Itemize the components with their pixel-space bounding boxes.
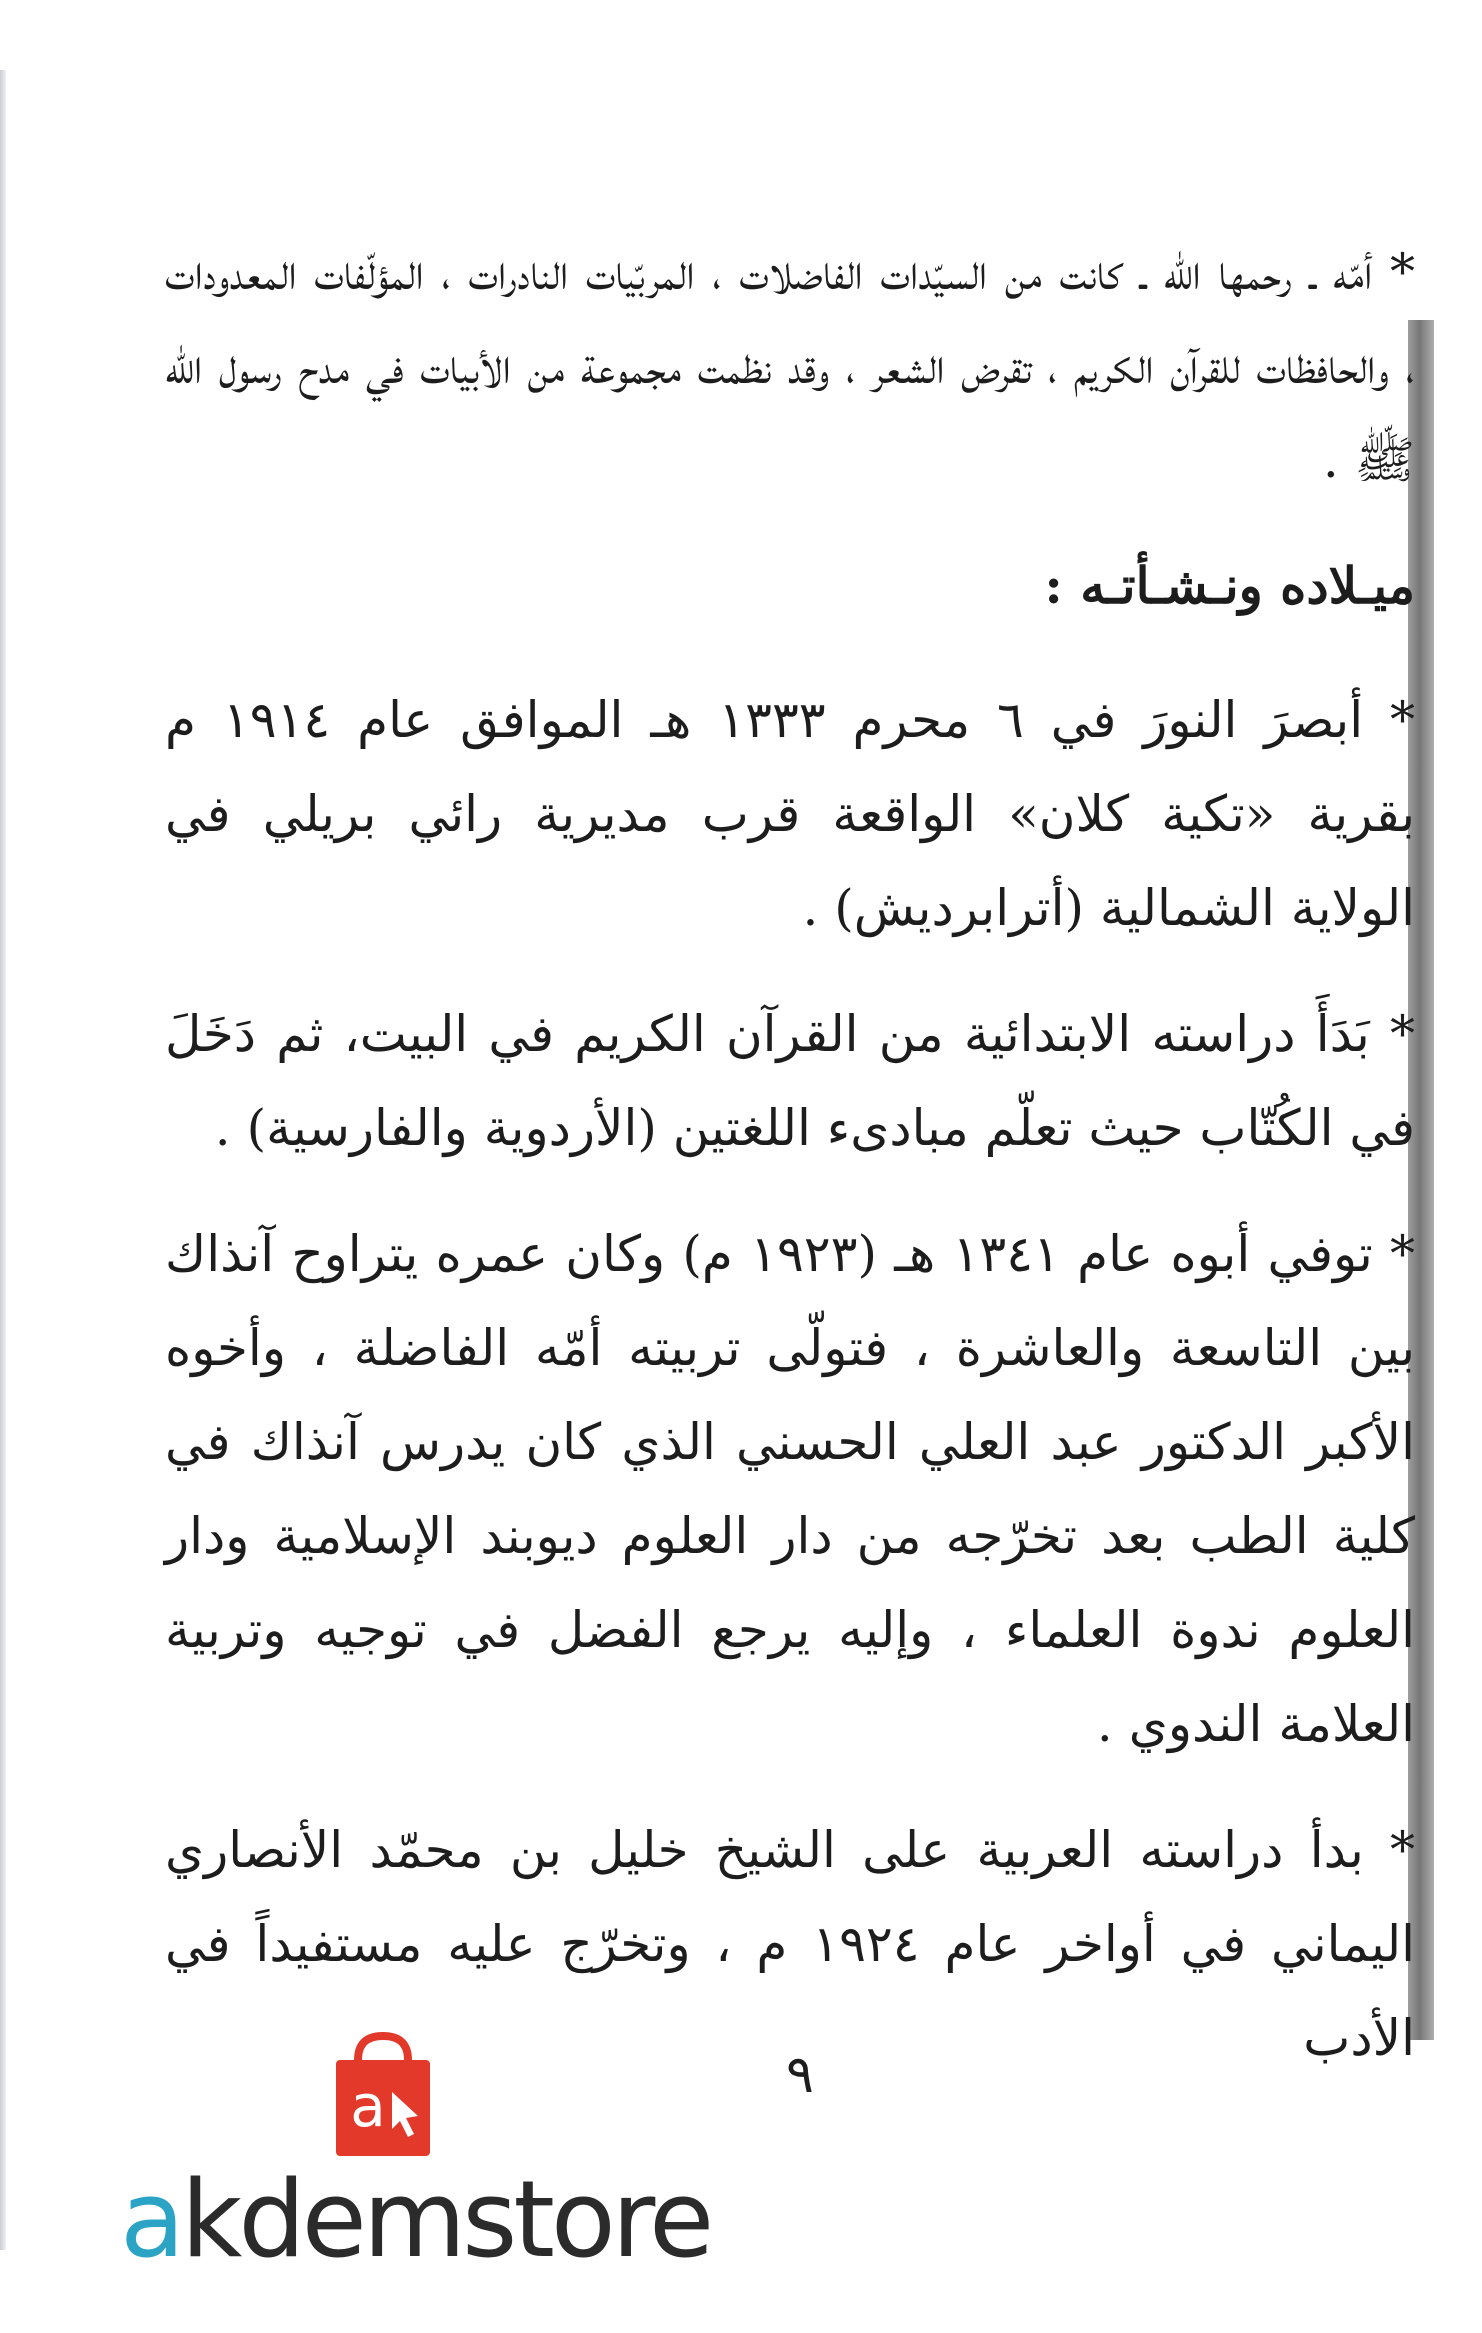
svg-text:a: a xyxy=(350,2072,386,2140)
section-heading: ميـلاده ونـشـأتـه : xyxy=(1044,556,1415,615)
scan-edge-left xyxy=(0,70,6,2250)
paragraph-father-death: * توفي أبوه عام ١٣٤١ هـ (١٩٢٣ م) وكان عمره يتراوح آنذاك بين التاسعة والعاشرة ، فتولّى تربيته أمّه الفاضلة ، وأخوه الأكبر الدكتور عبد العلي الحسني الذي كان يدرس آنذاك في كلية الطب بعد تخرّجه من دار العلوم ديوبند الإسلامية ودار العلوم ندوة العلماء ، وإليه يرجع الفضل في توجيه وتربية العلامة الندوي . xyxy=(165,1225,1416,1753)
shopping-bag-icon xyxy=(328,2030,438,2160)
store-watermark-logo xyxy=(120,2030,711,2281)
paragraph-early-study: * بَدَأَ دراسته الابتدائية من القرآن الكريم في البيت، ثم دَخَلَ في الكُتّاب حيث تعلّم مبادىء اللغتين (الأردوية والفارسية) . xyxy=(165,1005,1415,1157)
paragraph-arabic-study: * بدأ دراسته العربية على الشيخ خليل بن محمّد الأنصاري اليماني في أواخر عام ١٩٢٤ م ، وتخرّج عليه مستفيداً في الأدب xyxy=(165,1821,1415,2067)
brand-letter-a: a xyxy=(120,2158,181,2281)
paragraph-birth: * أبصرَ النورَ في ٦ محرم ١٣٣٣ هـ الموافق عام ١٩١٤ م بقرية «تكية كلان» الواقعة قرب مديرية رائي بريلي في الولاية الشمالية (أترابرديش) . xyxy=(165,691,1415,937)
brand-wordmark xyxy=(120,2160,710,2280)
paragraph-mother: * أمّه ـ رحمها الله ـ كانت من السيّدات الفاضلات ، المربّيات النادرات ، المؤلّفات المعدودات ، والحافظات للقرآن الكريم ، تقرض الشعر ، وقد نظمت مجموعة من الأبيات في مدح رسول الله ﷺ . xyxy=(165,243,1415,489)
page-body xyxy=(165,225,1415,2095)
brand-name-rest: kdemstore xyxy=(180,2158,711,2281)
page-number: ٩ xyxy=(786,2045,814,2105)
